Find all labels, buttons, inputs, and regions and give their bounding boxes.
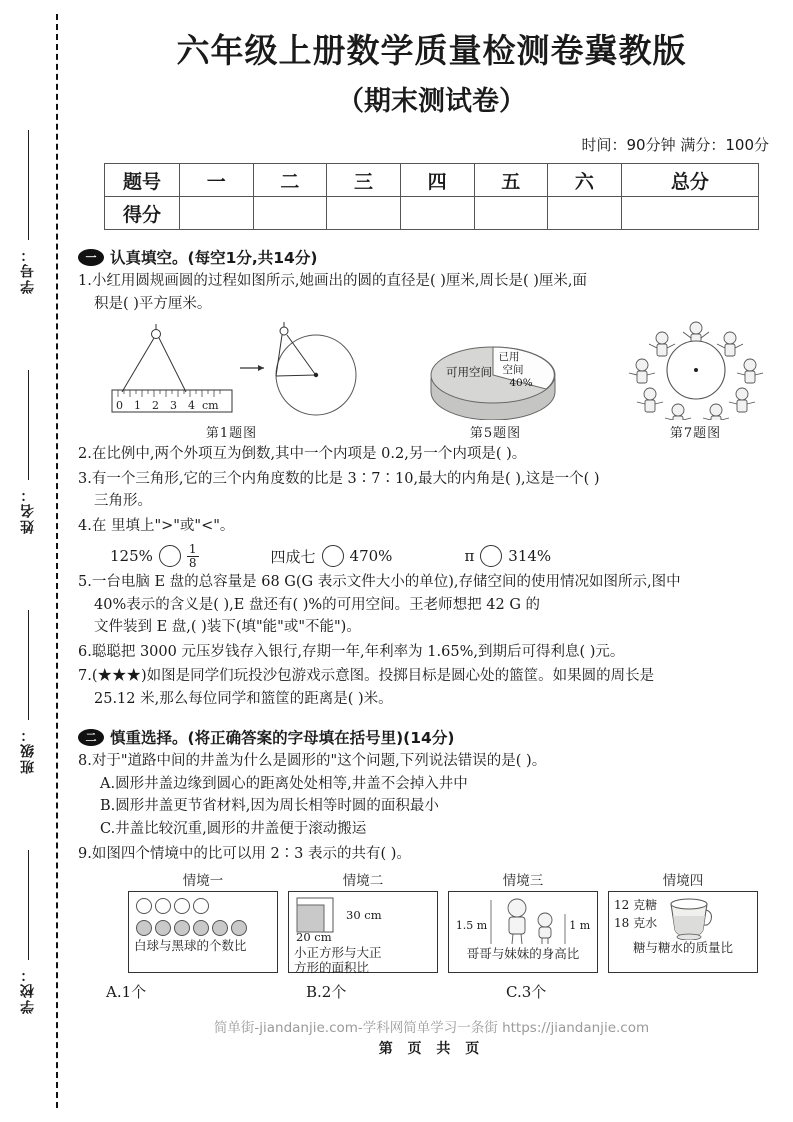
margin-label-name: 姓名： — [20, 486, 36, 534]
compass-ruler-diagram — [98, 320, 366, 420]
scenario-2-caption-line2: 方形的面积比 — [294, 960, 370, 976]
gray-ball — [136, 920, 152, 936]
exam-page-content — [70, 0, 793, 1122]
two-children-height-diagram — [487, 896, 569, 946]
pie-label-available: 可用空间 — [445, 365, 492, 380]
margin-label-class: 班级： — [20, 726, 36, 774]
question-5-line2: 40%表示的含义是( ),E 盘还有( )%的可用空间。王老师想把 42 G 的 — [94, 596, 541, 613]
scenario-4-line1: 12 克糖 — [614, 898, 658, 913]
figure-1-caption: 第1题图 — [205, 426, 258, 442]
cup-icon — [661, 896, 717, 940]
question-1 — [78, 270, 793, 315]
score-cell-6[interactable] — [548, 197, 622, 230]
margin-field-class — [8, 610, 48, 774]
score-cell-5[interactable] — [474, 197, 548, 230]
score-cell-2[interactable] — [253, 197, 327, 230]
section-title-one: 认真填空。(每空1分,共14分) — [110, 249, 318, 268]
figure-7-group — [626, 320, 766, 441]
scenario-3 — [448, 869, 598, 973]
pie-chart-disk-usage — [421, 320, 571, 420]
question-9-scenarios — [128, 869, 793, 976]
comparison-item-2 — [271, 545, 393, 567]
question-7-line1: 7.(★★★)如图是同学们玩投沙包游戏示意图。投掷目标是圆心处的篮筐。如果圆的周长是 — [78, 668, 655, 685]
scenario-2-big-label: 30 cm — [346, 908, 382, 923]
section-heading-multiple-choice — [78, 726, 793, 748]
scenario-4-title: 情境四 — [662, 873, 704, 890]
gray-ball — [155, 920, 171, 936]
scenario-1-balls — [136, 898, 260, 936]
margin-rule — [28, 610, 29, 720]
scenario-2-caption-line1: 小正方形与大正 — [294, 944, 382, 960]
gray-ball — [231, 920, 247, 936]
comparison-2-left: 四成七 — [270, 547, 316, 566]
score-cell-1[interactable] — [180, 197, 254, 230]
margin-label-student-id: 学号： — [20, 246, 36, 294]
question-3-line1: 3.有一个三角形,它的三个内角度数的比是 3∶7∶10,最大的内角是( ),这是一个( ) — [78, 470, 600, 487]
score-cell-total[interactable] — [621, 197, 758, 230]
question-4-text: 4.在 里填上">"或"<"。 — [78, 517, 235, 534]
comparison-1-answer-circle[interactable] — [159, 545, 181, 567]
margin-field-student-id — [8, 130, 48, 294]
question-9: 9.如图四个情境中的比可以用 2∶3 表示的共有( )。 — [78, 845, 411, 862]
scenario-3-caption: 哥哥与妹妹的身高比 — [466, 946, 580, 962]
question-9-option-a[interactable]: A.1个 — [106, 983, 147, 1002]
comparison-item-3 — [464, 545, 551, 567]
left-margin-strip — [0, 0, 70, 1122]
score-cell-4[interactable] — [400, 197, 474, 230]
exam-info: 时间：90分钟 满分：100分 — [581, 136, 769, 155]
question-1-line1: 1.小红用圆规画圆的过程如图所示,她画出的圆的直径是( )厘米,周长是( )厘米,面 — [78, 273, 588, 290]
score-table — [104, 163, 759, 230]
score-col-3: 三 — [327, 164, 401, 197]
question-2: 2.在比例中,两个外项互为倒数,其中一个内项是 0.2,另一个内项是( )。 — [78, 446, 527, 463]
page-title: 六年级上册数学质量检测卷冀教版 — [176, 31, 687, 70]
figure-1-group — [98, 320, 366, 441]
page-footer: 第 页 共 页 — [378, 1041, 485, 1058]
scenario-3-left-label: 1.5 m — [455, 918, 488, 932]
gray-ball — [212, 920, 228, 936]
score-col-total: 总分 — [621, 164, 758, 197]
pie-label-used-percent: 40% — [508, 377, 533, 390]
question-3-line2: 三角形。 — [94, 493, 152, 510]
figure-5-caption: 第5题图 — [469, 426, 522, 442]
scenario-1 — [128, 869, 278, 973]
comparison-2-answer-circle[interactable] — [322, 545, 344, 567]
children-around-circle-diagram — [626, 320, 766, 420]
question-8-option-b[interactable]: B.圆形井盖更节省材料,因为周长相等时圆的面积最小 — [100, 798, 439, 815]
comparison-2-right: 470% — [349, 547, 393, 566]
figure-5-group — [421, 320, 571, 441]
margin-field-name — [8, 370, 48, 534]
score-col-4: 四 — [400, 164, 474, 197]
scenario-3-right-label: 1 m — [569, 918, 591, 932]
section-title-two: 慎重选择。(将正确答案的字母填在括号里)(14分) — [110, 729, 455, 748]
margin-label-school: 学校： — [20, 966, 36, 1014]
comparison-1-right-fraction — [187, 543, 199, 569]
comparison-3-right: 314% — [508, 547, 552, 566]
margin-rule — [28, 130, 29, 240]
scenario-4 — [608, 869, 758, 973]
question-9-option-c[interactable]: C.3个 — [506, 983, 547, 1002]
margin-rule — [28, 370, 29, 480]
scenario-2-small-label: 20 cm — [296, 930, 332, 945]
question-1-line2: 积是( )平方厘米。 — [94, 295, 212, 312]
question-8-option-c[interactable]: C.井盖比较沉重,圆形的井盖便于滚动搬运 — [100, 821, 367, 838]
question-4-comparison-row — [110, 543, 793, 569]
question-5-line1: 5.一台电脑 E 盘的总容量是 68 G(G 表示文件大小的单位),存储空间的使用情况如图所示,图中 — [78, 574, 681, 591]
gray-ball — [174, 920, 190, 936]
section-heading-fill-blank — [78, 246, 793, 268]
score-col-1: 一 — [180, 164, 254, 197]
pie-label-used-line2: 空间 — [502, 364, 523, 377]
ruler-tick-1: 1 — [133, 399, 141, 413]
comparison-3-left: π — [464, 547, 475, 566]
question-4 — [78, 515, 793, 537]
comparison-item-1 — [110, 543, 199, 569]
score-table-row-label: 题号 — [105, 164, 180, 197]
white-ball — [174, 898, 190, 914]
scenario-1-caption: 白球与黑球的个数比 — [134, 938, 247, 954]
table-row-scores — [105, 197, 759, 230]
figure-band-q1-q5-q7 — [70, 319, 793, 441]
white-ball — [193, 898, 209, 914]
gray-ball — [193, 920, 209, 936]
score-col-5: 五 — [474, 164, 548, 197]
question-3 — [78, 468, 793, 513]
question-7-line2: 25.12 米,那么每位同学和篮筐的距离是( )米。 — [94, 690, 393, 707]
question-8: 8.对于"道路中间的井盖为什么是圆形的"这个问题,下列说法错误的是( )。 — [78, 753, 547, 770]
question-9-answer-options — [106, 981, 793, 1002]
ruler-tick-3: 3 — [169, 399, 177, 413]
question-7 — [78, 665, 793, 710]
question-5-line3: 文件装到 E 盘,( )装下(填"能"或"不能")。 — [94, 619, 361, 636]
scenario-1-title: 情境一 — [182, 873, 224, 890]
fraction-denominator: 8 — [188, 555, 197, 570]
margin-rule — [28, 850, 29, 960]
scenario-1-box — [128, 891, 278, 973]
score-col-2: 二 — [253, 164, 327, 197]
pie-label-used-line1: 已用 — [498, 351, 519, 364]
section-badge-two: 二 — [78, 729, 104, 746]
white-ball — [155, 898, 171, 914]
ruler-tick-2: 2 — [151, 399, 159, 413]
scenario-4-caption: 糖与糖水的质量比 — [632, 940, 733, 956]
fold-dashed-line — [56, 14, 58, 1108]
scenario-3-title: 情境三 — [502, 873, 544, 890]
white-ball — [136, 898, 152, 914]
ruler-unit-label: cm — [201, 399, 219, 413]
margin-field-school — [8, 850, 48, 1014]
question-9-option-b[interactable]: B.2个 — [306, 983, 347, 1002]
fraction-numerator: 1 — [188, 542, 197, 557]
page-subtitle: （期末测试卷） — [337, 86, 526, 118]
section-badge-one: 一 — [78, 249, 104, 266]
comparison-3-answer-circle[interactable] — [480, 545, 502, 567]
score-col-6: 六 — [548, 164, 622, 197]
question-6: 6.聪聪把 3000 元压岁钱存入银行,存期一年,年利率为 1.65%,到期后可得利息( )元。 — [78, 643, 625, 660]
watermark-text: 简单街-jiandanjie.com-学科网简单学习一条街 https://jiandanjie.com — [213, 1020, 650, 1037]
question-8-option-a[interactable]: A.圆形井盖边缘到圆心的距离处处相等,井盖不会掉入井中 — [100, 775, 468, 792]
figure-7-caption: 第7题图 — [669, 426, 722, 442]
score-table-row-label-points: 得分 — [105, 197, 180, 230]
score-cell-3[interactable] — [327, 197, 401, 230]
scenario-2-title: 情境二 — [342, 873, 384, 890]
scenario-2-box — [288, 891, 438, 976]
scenario-4-line2: 18 克水 — [614, 916, 658, 931]
scenario-3-box — [448, 891, 598, 973]
table-row-header — [105, 164, 759, 197]
ruler-tick-0: 0 — [115, 399, 123, 413]
comparison-1-left: 125% — [110, 547, 153, 566]
scenario-2 — [288, 869, 438, 976]
scenario-4-box — [608, 891, 758, 973]
question-5 — [78, 571, 793, 638]
ruler-tick-4: 4 — [187, 399, 195, 413]
